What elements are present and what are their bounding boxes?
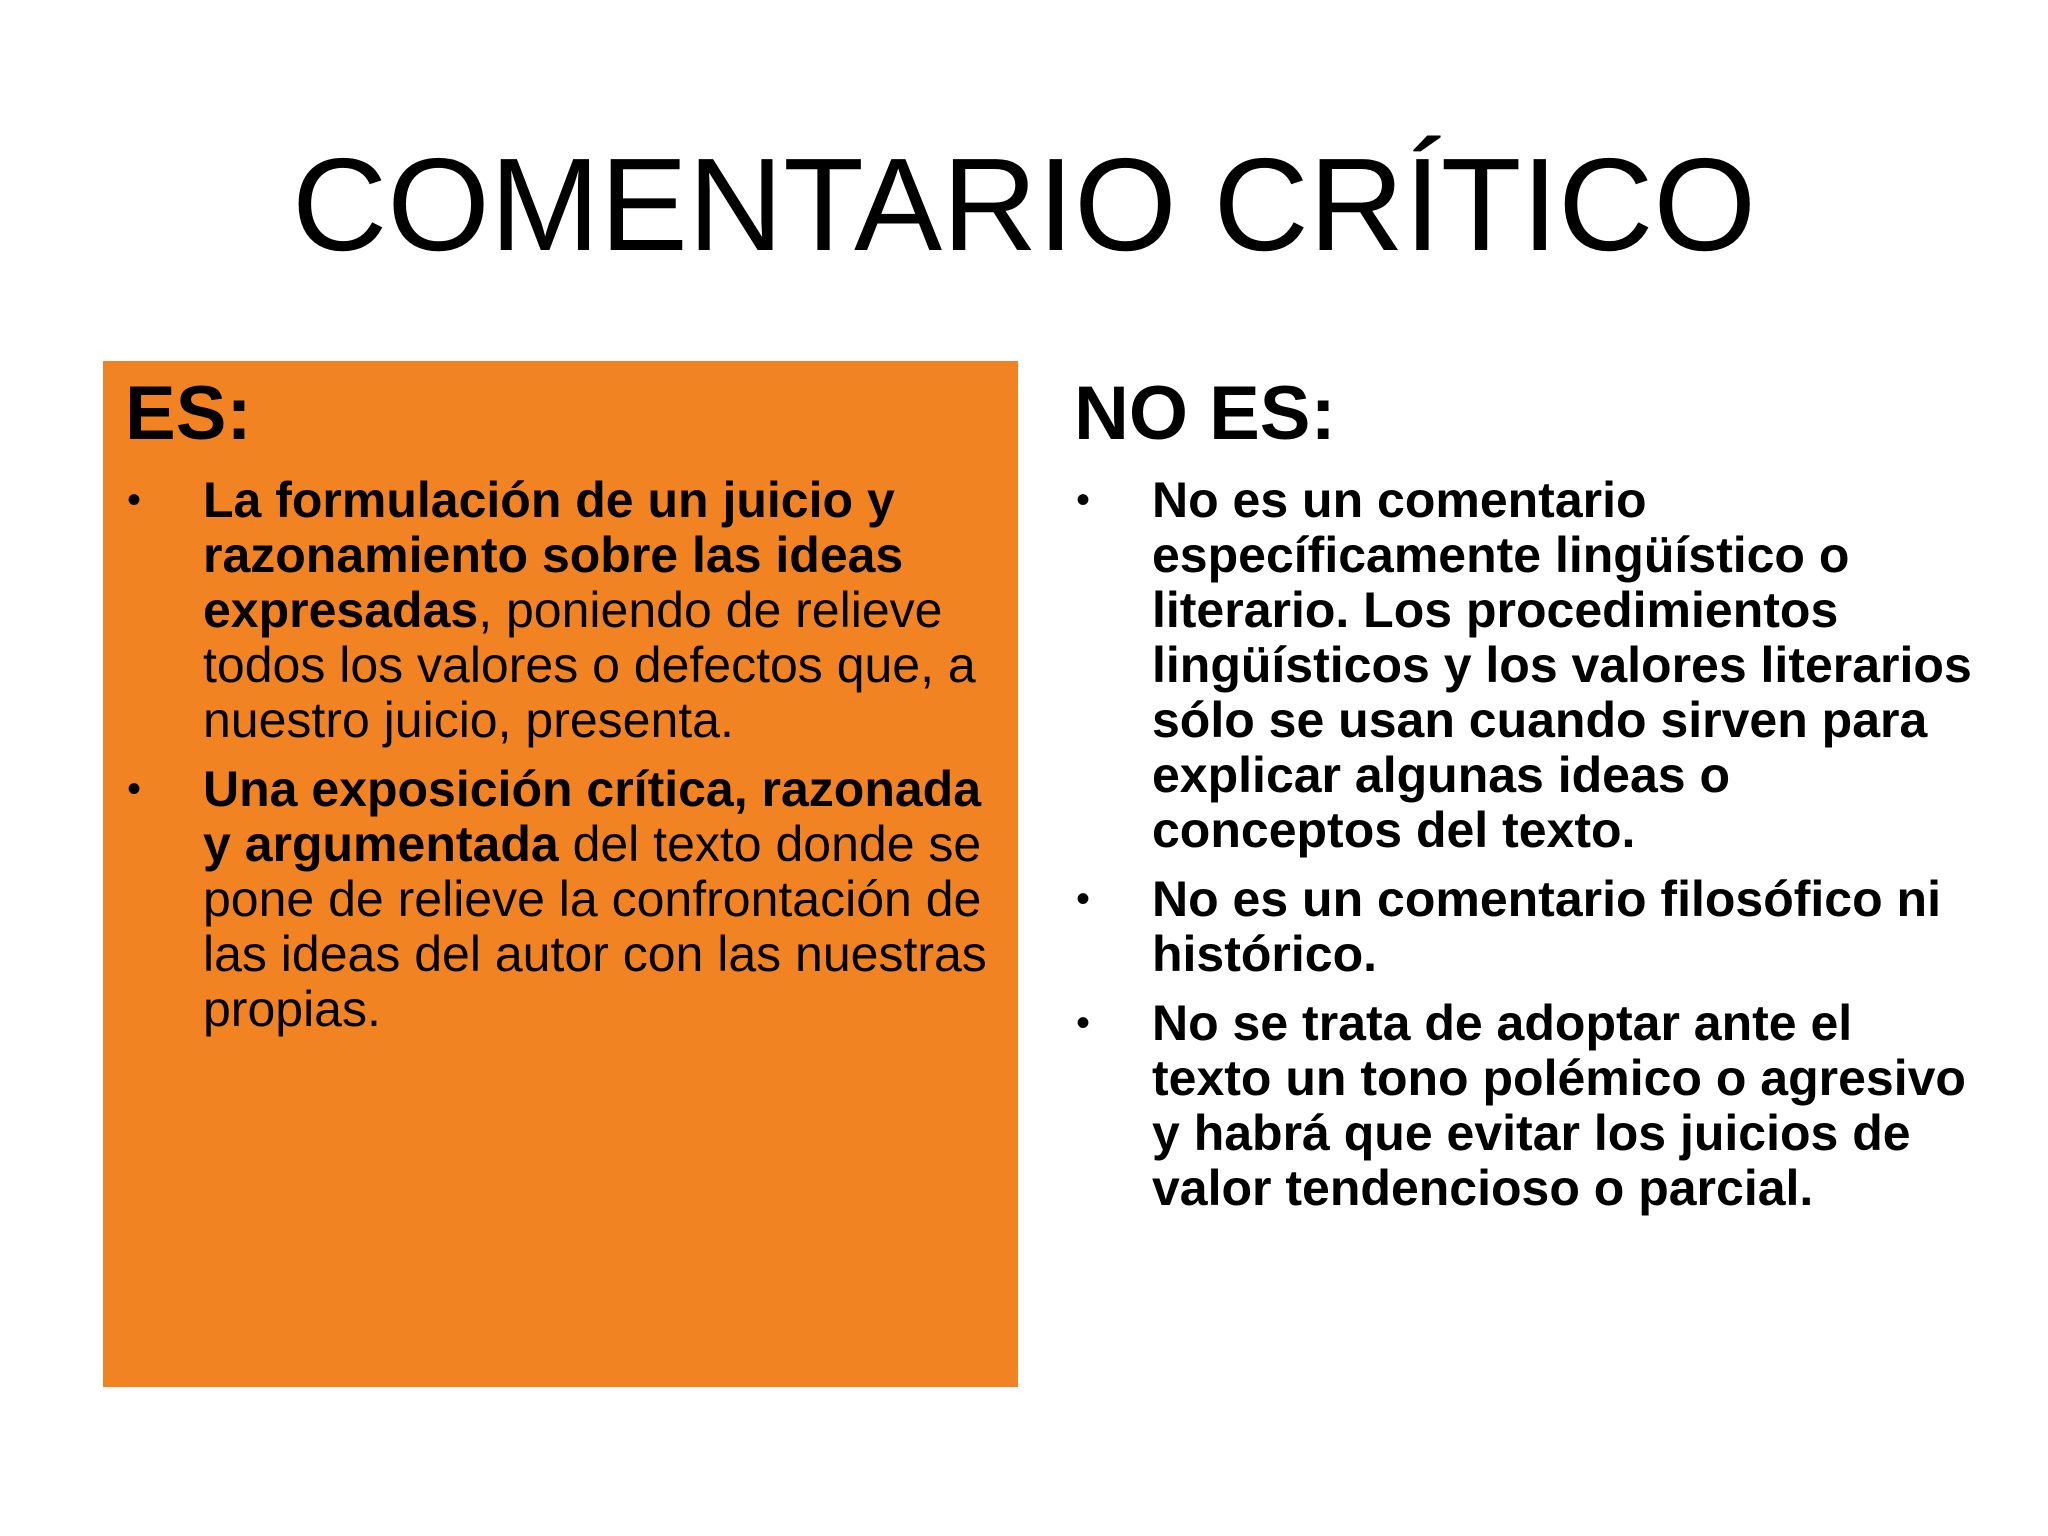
list-item bbox=[1074, 996, 1978, 1216]
no-es-column bbox=[1058, 361, 1978, 1387]
es-heading: ES: bbox=[125, 371, 252, 456]
es-item-text: del texto donde se pone de relieve la confrontación de las ideas del autor con las nuestras propias. bbox=[203, 816, 987, 1037]
bullet-icon: • bbox=[1076, 877, 1091, 921]
es-item-text: , poniendo de relieve todos los valores o defectos que, a nuestro juicio, presenta. bbox=[203, 582, 976, 748]
list-item bbox=[1074, 473, 1978, 858]
no-es-item-text: No es un comentario específicamente lingüístico o literario. Los procedimientos lingüísticos y los valores literarios sólo se usan cuando sirven para explicar algunas ideas o conceptos del texto. bbox=[1152, 472, 1972, 858]
bullet-icon: • bbox=[127, 767, 142, 811]
no-es-item-text: No es un comentario filosófico ni histórico. bbox=[1152, 871, 1941, 982]
es-item-bold: La formulación de un juicio y razonamiento sobre las ideas expresadas bbox=[203, 472, 904, 638]
slide-title: COMENTARIO CRÍTICO bbox=[291, 131, 1757, 278]
no-es-item-text: No se trata de adoptar ante el texto un tono polémico o agresivo y habrá que evitar los juicios de valor tendencioso o parcial. bbox=[1152, 995, 1966, 1216]
es-list bbox=[125, 473, 1004, 1037]
no-es-list bbox=[1074, 473, 1978, 1216]
es-column bbox=[103, 361, 1018, 1387]
no-es-heading: NO ES: bbox=[1074, 371, 1336, 456]
bullet-icon: • bbox=[127, 478, 142, 522]
list-item bbox=[125, 762, 1004, 1037]
list-item bbox=[125, 473, 1004, 748]
es-item-bold: Una exposición crítica, razonada y argumentada bbox=[203, 761, 982, 872]
bullet-icon: • bbox=[1076, 1001, 1091, 1045]
list-item bbox=[1074, 872, 1978, 982]
bullet-icon: • bbox=[1076, 478, 1091, 522]
